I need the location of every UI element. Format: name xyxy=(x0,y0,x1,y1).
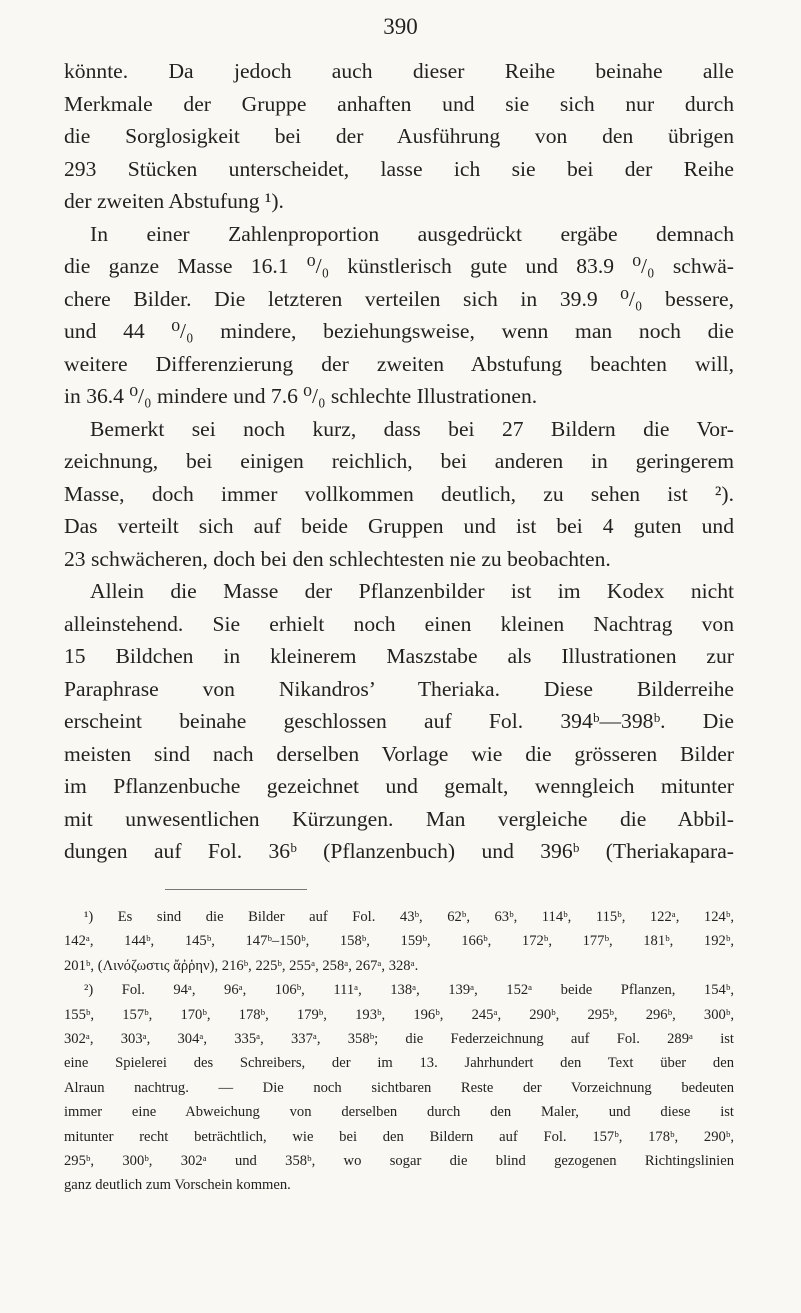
text-line: Allein die Masse der Pflanzenbilder ist im Kodex nicht xyxy=(90,579,734,603)
text-line: weitere Differenzierung der zweiten Abstufung beachten will, xyxy=(64,351,734,376)
text-line: 23 schwächeren, doch bei den schlechtesten nie zu beobachten. xyxy=(64,546,611,571)
footnote-line: immer eine Abweichung von derselben durch den Maler, und diese ist xyxy=(64,1104,734,1121)
footnote-line: ²) Fol. 94ᵃ, 96ᵃ, 106ᵇ, 111ᵃ, 138ᵃ, 139ᵃ, 152ᵃ beide Pflanzen, 154ᵇ, xyxy=(84,982,734,999)
text-line: Masse, doch immer vollkommen deutlich, zu sehen ist ²). xyxy=(64,481,734,506)
footnote-line: Alraun nachtrug. — Die noch sichtbaren Reste der Vorzeichnung bedeuten xyxy=(64,1079,734,1096)
footnote-line: ¹) Es sind die Bilder auf Fol. 43ᵇ, 62ᵇ, 63ᵇ, 114ᵇ, 115ᵇ, 122ᵃ, 124ᵇ, xyxy=(84,909,734,925)
footnote-line: ganz deutlich zum Vorschein kommen. xyxy=(64,1177,291,1194)
text-line: Merkmale der Gruppe anhaften und sie sich nur durch xyxy=(64,91,734,116)
text-line: meisten sind nach derselben Vorlage wie die grösseren Bilder xyxy=(64,741,734,766)
text-line: erscheint beinahe geschlossen auf Fol. 394ᵇ—398ᵇ. Die xyxy=(64,709,734,733)
footnote-line: 201ᵇ, (Λινόζωστις ἄῤῥην), 216ᵇ, 225ᵇ, 255ᵃ, 258ᵃ, 267ᵃ, 328ᵃ. xyxy=(64,957,419,974)
footnotes xyxy=(64,905,734,1198)
text-line: 15 Bildchen in kleinerem Maszstabe als Illustrationen zur xyxy=(64,644,734,668)
text-line: mit unwesentlichen Kürzungen. Man vergleiche die Abbil- xyxy=(64,806,734,831)
page-number: 390 xyxy=(383,14,418,39)
text-line: In einer Zahlenproportion ausgedrückt ergäbe demnach xyxy=(90,221,734,246)
body-text xyxy=(64,55,734,868)
text-line: chere Bilder. Die letzteren verteilen sich in 39.9 ⁰/₀ bessere, xyxy=(64,286,734,311)
text-line: im Pflanzenbuche gezeichnet und gemalt, wenngleich mitunter xyxy=(64,774,734,798)
footnote-line: eine Spielerei des Schreibers, der im 13. Jahrhundert den Text über den xyxy=(64,1055,734,1072)
text-line: dungen auf Fol. 36ᵇ (Pflanzenbuch) und 396ᵇ (Theriakapara- xyxy=(64,839,734,863)
text-line: 293 Stücken unterscheidet, lasse ich sie bei der Reihe xyxy=(64,156,734,181)
footnote xyxy=(64,905,734,978)
text-line: zeichnung, bei einigen reichlich, bei anderen in geringerem xyxy=(64,449,734,473)
footnote-divider xyxy=(165,889,307,890)
footnote-line: 142ᵃ, 144ᵇ, 145ᵇ, 147ᵇ–150ᵇ, 158ᵇ, 159ᵇ, 166ᵇ, 172ᵇ, 177ᵇ, 181ᵇ, 192ᵇ, xyxy=(64,933,734,950)
text-line: Paraphrase von Nikandros’ Theriaka. Diese Bilderreihe xyxy=(64,676,734,701)
text-line: Bemerkt sei noch kurz, dass bei 27 Bildern die Vor- xyxy=(90,416,734,441)
paragraph xyxy=(64,218,734,413)
footnote-line: 155ᵇ, 157ᵇ, 170ᵇ, 178ᵇ, 179ᵇ, 193ᵇ, 196ᵇ, 245ᵃ, 290ᵇ, 295ᵇ, 296ᵇ, 300ᵇ, xyxy=(64,1006,734,1023)
text-line: die ganze Masse 16.1 ⁰/₀ künstlerisch gute und 83.9 ⁰/₀ schwä- xyxy=(64,254,734,278)
footnote-line: 295ᵇ, 300ᵇ, 302ᵃ und 358ᵇ, wo sogar die blind gezogenen Richtingslinien xyxy=(64,1153,734,1170)
paragraph xyxy=(64,413,734,576)
paragraph xyxy=(64,575,734,868)
footnote-line: 302ᵃ, 303ᵃ, 304ᵃ, 335ᵃ, 337ᵃ, 358ᵇ; die Federzeichnung auf Fol. 289ᵃ ist xyxy=(64,1031,734,1048)
text-line: und 44 ⁰/₀ mindere, beziehungsweise, wenn man noch die xyxy=(64,319,734,343)
paragraph xyxy=(64,55,734,218)
footnote xyxy=(64,978,734,1198)
text-line: alleinstehend. Sie erhielt noch einen kleinen Nachtrag von xyxy=(64,611,734,636)
text-line: könnte. Da jedoch auch dieser Reihe beinahe alle xyxy=(64,59,734,83)
text-line: in 36.4 ⁰/₀ mindere und 7.6 ⁰/₀ schlechte Illustrationen. xyxy=(64,384,538,408)
text-line: die Sorglosigkeit bei der Ausführung von den übrigen xyxy=(64,124,734,148)
footnote-line: mitunter recht beträchtlich, wie bei den Bildern auf Fol. 157ᵇ, 178ᵇ, 290ᵇ, xyxy=(64,1128,734,1145)
text-line: der zweiten Abstufung ¹). xyxy=(64,189,284,213)
text-line: Das verteilt sich auf beide Gruppen und ist bei 4 guten und xyxy=(64,514,734,538)
